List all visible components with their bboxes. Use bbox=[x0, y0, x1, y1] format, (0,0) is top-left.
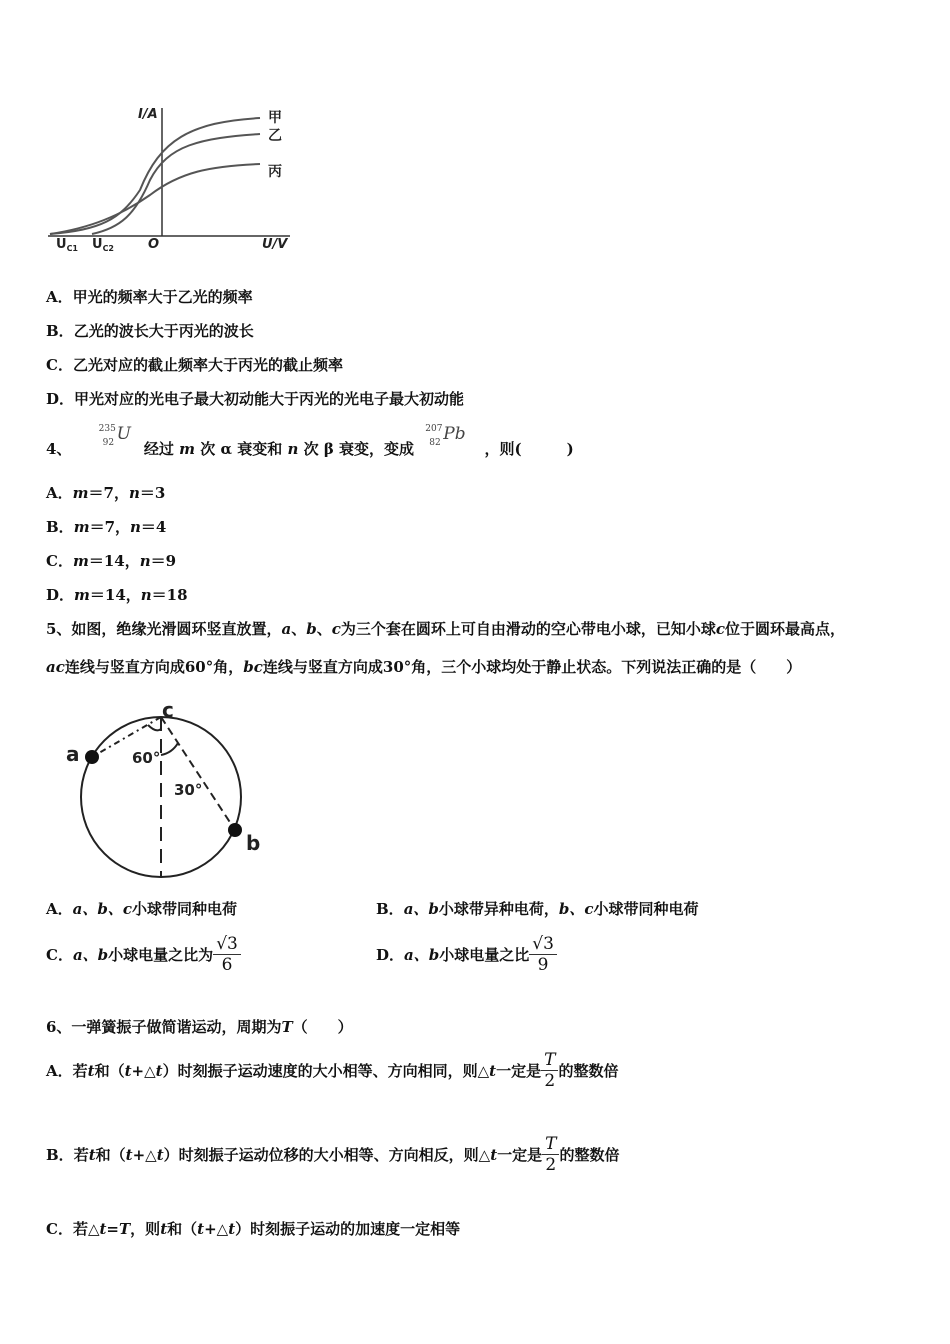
q4-option-c[interactable]: C．m＝14，n＝9 bbox=[46, 552, 177, 570]
tick-origin: O bbox=[148, 237, 160, 252]
ball-b bbox=[228, 823, 242, 837]
ball-a bbox=[85, 750, 99, 764]
q4-stem: 4、 235 92 U 经过 m 次 α 衰变和 n 次 β 衰变，变成 207 82 Pb ，则( ) bbox=[46, 424, 574, 458]
q6-stem: 6、一弹簧振子做简谐运动，周期为T（ ） bbox=[46, 1018, 353, 1036]
curve-label-jia: 甲 bbox=[268, 110, 282, 126]
q5-stem-line2: ac连线与竖直方向成60°角，bc连线与竖直方向成30°角，三个小球均处于静止状态。下列说法正确的是（ ） bbox=[46, 658, 802, 676]
curve-label-yi: 乙 bbox=[268, 128, 282, 144]
curve-jia bbox=[50, 118, 260, 234]
q3-option-d[interactable]: D．甲光对应的光电子最大初动能大于丙光的光电子最大初动能 bbox=[46, 390, 465, 408]
ring-figure bbox=[60, 695, 280, 885]
curve-bing bbox=[50, 164, 260, 234]
q5-option-a[interactable]: A．a、b、c小球带同种电荷 bbox=[46, 900, 237, 918]
photoelectric-iv-graph bbox=[40, 100, 300, 260]
q5-option-d[interactable]: D．a、b小球电量之比 $\frac{√3}{9}$ bbox=[376, 934, 557, 975]
angle-label-30: 30° bbox=[174, 781, 203, 799]
q5-stem-line1: 5、如图，绝缘光滑圆环竖直放置，a、b、c为三个套在圆环上可自由滑动的空心带电小球，已知小球c位于圆环最高点， bbox=[46, 620, 846, 638]
tick-uc1: $U_{C1}$ bbox=[56, 237, 78, 253]
label-b: b bbox=[246, 831, 261, 855]
q6-option-b[interactable]: B．若t和（t+△t）时刻振子运动位移的大小相等、方向相反，则△t一定是 $\frac{T}{2}$ 的整数倍 bbox=[46, 1134, 620, 1175]
q6-option-c[interactable]: C．若△t=T，则t和（t+△t）时刻振子运动的加速度一定相等 bbox=[46, 1220, 461, 1238]
angle-arc-60 bbox=[148, 725, 161, 730]
angle-label-60: 60° bbox=[132, 749, 161, 767]
q3-option-a[interactable]: A．甲光的频率大于乙光的频率 bbox=[46, 288, 253, 306]
q6-option-a[interactable]: A．若t和（t+△t）时刻振子运动速度的大小相等、方向相同，则△t一定是 $\frac{T}{2}$ 的整数倍 bbox=[46, 1050, 619, 1091]
tick-uc2: $U_{C2}$ bbox=[92, 237, 114, 253]
x-axis-label: U/V bbox=[262, 237, 288, 252]
bc-line bbox=[161, 717, 235, 830]
q5-option-c[interactable]: C．a、b小球电量之比为 $\frac{√3}{6}$ bbox=[46, 934, 241, 975]
angle-arc-30 bbox=[161, 743, 178, 755]
q5-option-b[interactable]: B．a、b小球带异种电荷，b、c小球带同种电荷 bbox=[376, 900, 699, 918]
q4-option-d[interactable]: D．m＝14，n＝18 bbox=[46, 586, 188, 604]
label-a: a bbox=[66, 742, 80, 766]
q3-option-c[interactable]: C．乙光对应的截止频率大于丙光的截止频率 bbox=[46, 356, 343, 374]
curve-yi bbox=[92, 134, 260, 234]
q4-option-a[interactable]: A．m＝7，n＝3 bbox=[46, 484, 166, 502]
y-axis-label: I/A bbox=[138, 107, 158, 122]
q4-option-b[interactable]: B．m＝7，n＝4 bbox=[46, 518, 167, 536]
q3-option-b[interactable]: B．乙光的波长大于丙光的波长 bbox=[46, 322, 254, 340]
lead-nuclide: 207 82 Pb bbox=[425, 424, 466, 448]
label-c: c bbox=[162, 698, 174, 722]
curve-label-bing: 丙 bbox=[268, 164, 282, 180]
uranium-nuclide: 235 92 U bbox=[98, 424, 131, 448]
